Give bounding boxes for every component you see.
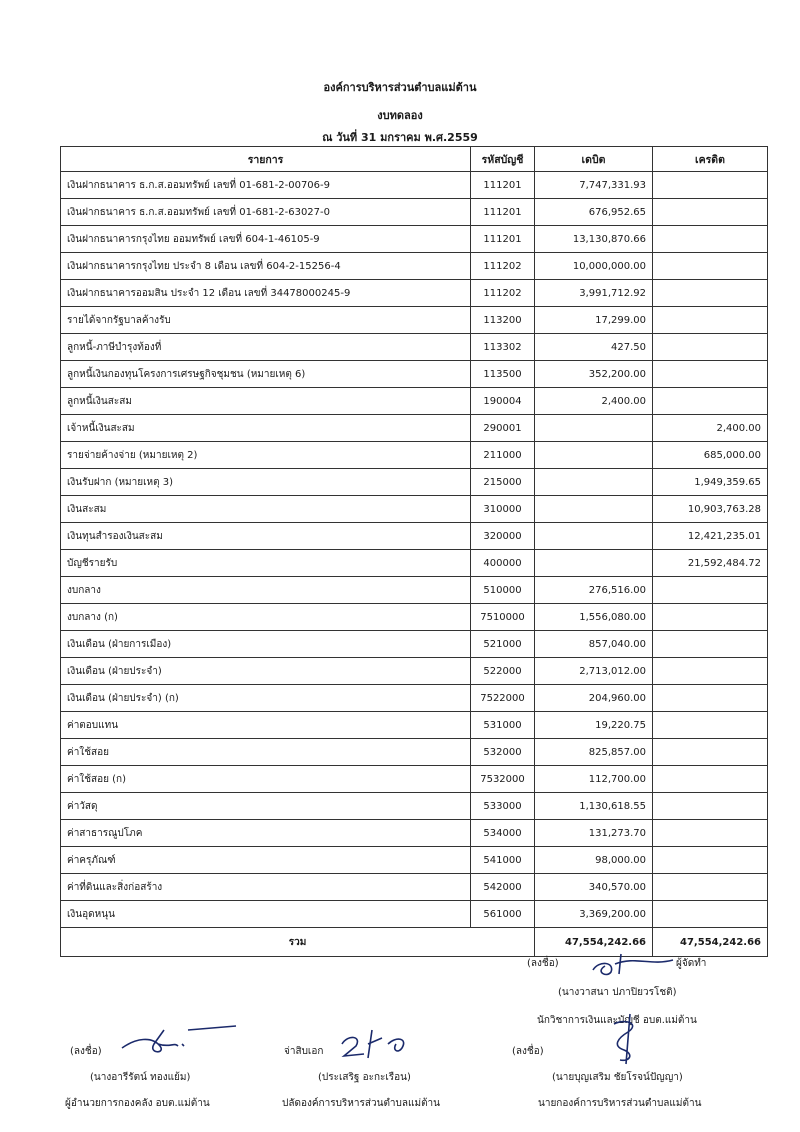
debit-amount	[535, 415, 653, 442]
account-code: 521000	[471, 631, 535, 658]
debit-amount	[535, 469, 653, 496]
table-row	[61, 604, 768, 631]
debit-amount: 2,713,012.00	[535, 658, 653, 685]
column-header-debit: เดบิต	[535, 147, 653, 172]
director-name: (นางอารีรัตน์ ทองแย้ม)	[90, 1072, 191, 1083]
credit-amount	[653, 577, 768, 604]
account-code: 7532000	[471, 766, 535, 793]
report-date: ณ วันที่ 31 มกราคม พ.ศ.2559	[322, 131, 478, 144]
account-code: 533000	[471, 793, 535, 820]
credit-amount: 2,400.00	[653, 415, 768, 442]
column-header-credit: เครดิต	[653, 147, 768, 172]
account-name: เงินเดือน (ฝ่ายประจำ) (ก)	[61, 685, 471, 712]
credit-amount: 10,903,763.28	[653, 496, 768, 523]
debit-amount: 340,570.00	[535, 874, 653, 901]
account-code: 510000	[471, 577, 535, 604]
director-title: ผู้อำนวยการกองคลัง อบต.แม่ต้าน	[65, 1098, 210, 1109]
clerk-name: (ประเสริฐ อะกะเรือน)	[318, 1072, 411, 1083]
debit-amount	[535, 523, 653, 550]
debit-amount: 2,400.00	[535, 388, 653, 415]
account-name: ลูกหนี้เงินสะสม	[61, 388, 471, 415]
table-row	[61, 631, 768, 658]
table-row	[61, 307, 768, 334]
account-code: 111202	[471, 280, 535, 307]
table-row	[61, 415, 768, 442]
total-credit: 47,554,242.66	[653, 928, 768, 957]
credit-amount	[653, 280, 768, 307]
debit-amount: 98,000.00	[535, 847, 653, 874]
account-name: เงินอุดหนุน	[61, 901, 471, 928]
debit-amount: 825,857.00	[535, 739, 653, 766]
preparer-name: (นางวาสนา ปภาปิยวรโชติ)	[558, 987, 677, 998]
account-name: ลูกหนี้-ภาษีบำรุงท้องที่	[61, 334, 471, 361]
table-row	[61, 199, 768, 226]
account-code: 111201	[471, 226, 535, 253]
account-code: 7510000	[471, 604, 535, 631]
account-code: 190004	[471, 388, 535, 415]
credit-amount	[653, 793, 768, 820]
table-row	[61, 523, 768, 550]
account-name: เงินสะสม	[61, 496, 471, 523]
account-name: เจ้าหนี้เงินสะสม	[61, 415, 471, 442]
debit-amount: 3,991,712.92	[535, 280, 653, 307]
account-name: ค่าตอบแทน	[61, 712, 471, 739]
table-row	[61, 496, 768, 523]
clerk-sign-label: จ่าสิบเอก	[284, 1046, 324, 1057]
preparer-role: ผู้จัดทำ	[676, 958, 707, 969]
credit-amount	[653, 847, 768, 874]
table-body	[61, 172, 768, 928]
credit-amount	[653, 172, 768, 199]
account-code: 561000	[471, 901, 535, 928]
account-code: 113200	[471, 307, 535, 334]
credit-amount	[653, 361, 768, 388]
table-row	[61, 766, 768, 793]
credit-amount: 21,592,484.72	[653, 550, 768, 577]
account-name: รายจ่ายค้างจ่าย (หมายเหตุ 2)	[61, 442, 471, 469]
table-row	[61, 658, 768, 685]
clerk-title: ปลัดองค์การบริหารส่วนตำบลแม่ต้าน	[282, 1098, 441, 1109]
account-name: ค่าสาธารณูปโภค	[61, 820, 471, 847]
table-row	[61, 253, 768, 280]
chief-sign-label: (ลงชื่อ)	[512, 1046, 544, 1057]
account-code: 320000	[471, 523, 535, 550]
account-code: 522000	[471, 658, 535, 685]
table-row	[61, 901, 768, 928]
account-name: เงินฝากธนาคาร ธ.ก.ส.ออมทรัพย์ เลขที่ 01-681-2-00706-9	[61, 172, 471, 199]
account-code: 400000	[471, 550, 535, 577]
account-name: เงินเดือน (ฝ่ายประจำ)	[61, 658, 471, 685]
account-code: 215000	[471, 469, 535, 496]
debit-amount: 7,747,331.93	[535, 172, 653, 199]
debit-amount: 427.50	[535, 334, 653, 361]
table-row	[61, 334, 768, 361]
credit-amount	[653, 199, 768, 226]
table-row	[61, 361, 768, 388]
account-name: งบกลาง	[61, 577, 471, 604]
account-code: 534000	[471, 820, 535, 847]
debit-amount: 19,220.75	[535, 712, 653, 739]
table-row	[61, 469, 768, 496]
account-code: 113500	[471, 361, 535, 388]
account-code: 532000	[471, 739, 535, 766]
credit-amount	[653, 253, 768, 280]
account-name: งบกลาง (ก)	[61, 604, 471, 631]
debit-amount	[535, 496, 653, 523]
total-label: รวม	[61, 928, 535, 957]
account-code: 113302	[471, 334, 535, 361]
org-title: องค์การบริหารส่วนตำบลแม่ต้าน	[323, 81, 477, 94]
debit-amount: 13,130,870.66	[535, 226, 653, 253]
table-row	[61, 793, 768, 820]
credit-amount	[653, 604, 768, 631]
column-header-item: รายการ	[61, 147, 471, 172]
debit-amount: 204,960.00	[535, 685, 653, 712]
table-row	[61, 226, 768, 253]
debit-amount: 1,556,080.00	[535, 604, 653, 631]
table-row	[61, 739, 768, 766]
credit-amount: 12,421,235.01	[653, 523, 768, 550]
account-name: ค่าครุภัณฑ์	[61, 847, 471, 874]
table-row	[61, 388, 768, 415]
credit-amount	[653, 901, 768, 928]
account-name: ค่าใช้สอย	[61, 739, 471, 766]
clerk-signature	[338, 1022, 418, 1062]
credit-amount	[653, 712, 768, 739]
account-name: เงินเดือน (ฝ่ายการเมือง)	[61, 631, 471, 658]
debit-amount: 352,200.00	[535, 361, 653, 388]
account-name: บัญชีรายรับ	[61, 550, 471, 577]
preparer-title: นักวิชาการเงินและบัญชี อบต.แม่ต้าน	[537, 1015, 697, 1026]
debit-amount: 276,516.00	[535, 577, 653, 604]
credit-amount	[653, 766, 768, 793]
credit-amount	[653, 307, 768, 334]
account-code: 290001	[471, 415, 535, 442]
table-row	[61, 550, 768, 577]
account-name: เงินฝากธนาคาร ธ.ก.ส.ออมทรัพย์ เลขที่ 01-681-2-63027-0	[61, 199, 471, 226]
debit-amount: 131,273.70	[535, 820, 653, 847]
table-header-row	[61, 147, 768, 172]
table-row	[61, 847, 768, 874]
trial-balance-table	[60, 146, 768, 957]
debit-amount	[535, 550, 653, 577]
report-title: งบทดลอง	[377, 109, 423, 122]
column-header-code: รหัสบัญชี	[471, 147, 535, 172]
chief-signature	[600, 1010, 650, 1070]
credit-amount	[653, 388, 768, 415]
account-code: 531000	[471, 712, 535, 739]
credit-amount	[653, 739, 768, 766]
credit-amount: 1,949,359.65	[653, 469, 768, 496]
account-name: รายได้จากรัฐบาลค้างรับ	[61, 307, 471, 334]
credit-amount	[653, 874, 768, 901]
account-name: เงินทุนสำรองเงินสะสม	[61, 523, 471, 550]
account-name: เงินฝากธนาคารกรุงไทย ประจำ 8 เดือน เลขที่ 604-2-15256-4	[61, 253, 471, 280]
table-row	[61, 874, 768, 901]
preparer-signature	[585, 944, 685, 978]
account-name: เงินฝากธนาคารออมสิน ประจำ 12 เดือน เลขที่ 34478000245-9	[61, 280, 471, 307]
debit-amount: 10,000,000.00	[535, 253, 653, 280]
director-sign-label: (ลงชื่อ)	[70, 1046, 102, 1057]
account-name: ลูกหนี้เงินกองทุนโครงการเศรษฐกิจชุมชน (หมายเหตุ 6)	[61, 361, 471, 388]
total-debit: 47,554,242.66	[535, 928, 653, 957]
account-code: 7522000	[471, 685, 535, 712]
account-name: ค่าใช้สอย (ก)	[61, 766, 471, 793]
account-code: 111201	[471, 172, 535, 199]
table-row	[61, 442, 768, 469]
account-name: ค่าที่ดินและสิ่งก่อสร้าง	[61, 874, 471, 901]
debit-amount: 857,040.00	[535, 631, 653, 658]
debit-amount: 17,299.00	[535, 307, 653, 334]
debit-amount: 1,130,618.55	[535, 793, 653, 820]
preparer-sign-label: (ลงชื่อ)	[527, 958, 559, 969]
account-code: 111202	[471, 253, 535, 280]
credit-amount	[653, 334, 768, 361]
chief-title: นายกองค์การบริหารส่วนตำบลแม่ต้าน	[538, 1098, 702, 1109]
credit-amount	[653, 631, 768, 658]
account-code: 211000	[471, 442, 535, 469]
table-row	[61, 577, 768, 604]
account-code: 541000	[471, 847, 535, 874]
table-row	[61, 820, 768, 847]
table-row	[61, 712, 768, 739]
account-name: เงินรับฝาก (หมายเหตุ 3)	[61, 469, 471, 496]
credit-amount: 685,000.00	[653, 442, 768, 469]
credit-amount	[653, 685, 768, 712]
account-code: 310000	[471, 496, 535, 523]
account-code: 111201	[471, 199, 535, 226]
account-name: ค่าวัสดุ	[61, 793, 471, 820]
table-row	[61, 685, 768, 712]
account-name: เงินฝากธนาคารกรุงไทย ออมทรัพย์ เลขที่ 604-1-46105-9	[61, 226, 471, 253]
account-code: 542000	[471, 874, 535, 901]
debit-amount: 3,369,200.00	[535, 901, 653, 928]
director-signature	[118, 1020, 238, 1060]
credit-amount	[653, 820, 768, 847]
table-row	[61, 172, 768, 199]
debit-amount: 676,952.65	[535, 199, 653, 226]
debit-amount: 112,700.00	[535, 766, 653, 793]
table-row	[61, 280, 768, 307]
credit-amount	[653, 658, 768, 685]
chief-name: (นายบุญเสริม ชัยโรจน์ปัญญา)	[552, 1072, 683, 1083]
debit-amount	[535, 442, 653, 469]
credit-amount	[653, 226, 768, 253]
